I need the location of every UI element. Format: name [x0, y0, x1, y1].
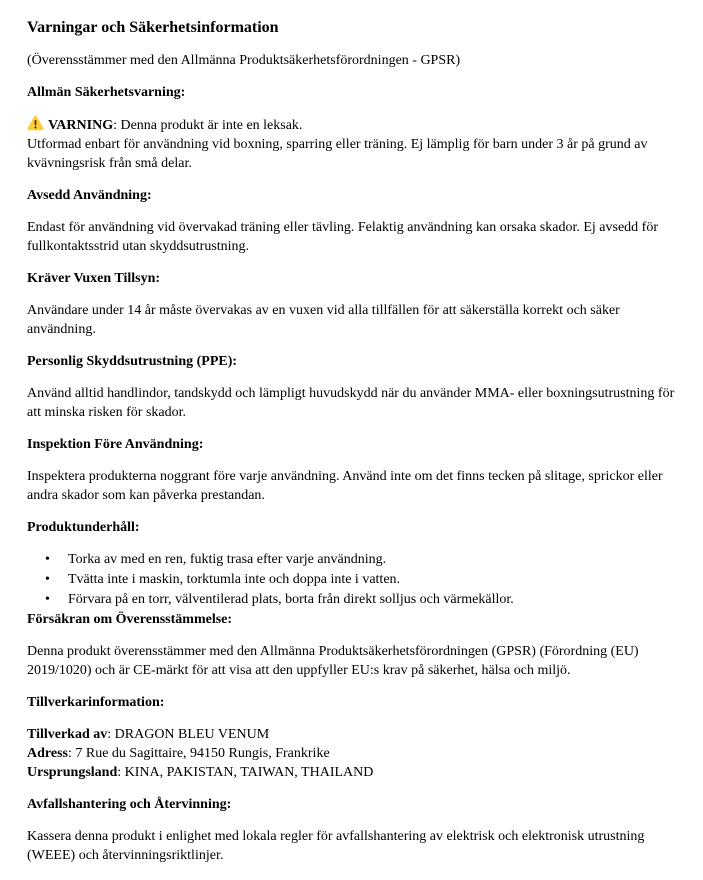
section-heading-general-warning: Allmän Säkerhetsvarning: [27, 85, 186, 100]
address-value: : 7 Rue du Sagittaire, 94150 Rungis, Frankrike [67, 746, 330, 761]
section-body-adult-supervision: Användare under 14 år måste övervakas av en vuxen vid alla tillfällen för att säkerställa korrekt och säker användning. [27, 303, 620, 337]
warning-body: Utformad enbart för användning vid boxning, sparring eller träning. Ej lämplig för barn under 3 år på grund av kvävningsrisk från små delar. [27, 137, 648, 171]
maintenance-bullet-list [27, 550, 690, 610]
page-title: Varningar och Säkerhetsinformation [27, 19, 279, 36]
warning-intro: : Denna produkt är inte en leksak. [113, 118, 303, 133]
section-heading-inspection: Inspektion Före Användning: [27, 437, 204, 452]
compliance-note: (Överensstämmer med den Allmänna Produktsäkerhetsförordningen - GPSR) [27, 53, 461, 68]
warning-paragraph [27, 115, 690, 173]
manufacturer-info [27, 725, 690, 782]
section-heading-disposal: Avfallshantering och Återvinning: [27, 797, 232, 812]
warning-label: VARNING [48, 118, 114, 133]
section-heading-maintenance: Produktunderhåll: [27, 520, 140, 535]
made-by-label: Tillverkad av [27, 727, 108, 742]
origin-value: : KINA, PAKISTAN, TAIWAN, THAILAND [117, 765, 374, 780]
origin-label: Ursprungsland [27, 765, 118, 780]
section-heading-conformity: Försäkran om Överensstämmelse: [27, 612, 233, 627]
list-item: • Förvara på en torr, välventilerad plats, borta från direkt solljus och värmekällor. [27, 590, 690, 610]
section-heading-ppe: Personlig Skyddsutrustning (PPE): [27, 354, 238, 369]
section-body-conformity: Denna produkt överensstämmer med den Allmänna Produktsäkerhetsförordningen (GPSR) (Förordning (EU) 2019/1020) och är CE-märkt för att visa att den uppfyller EU:s krav på säkerhet, hälsa och miljö. [27, 644, 639, 678]
section-heading-manufacturer: Tillverkarinformation: [27, 695, 165, 710]
list-item: • Torka av med en ren, fuktig trasa efter varje användning. [27, 550, 690, 570]
section-heading-intended-use: Avsedd Användning: [27, 188, 152, 203]
section-body-intended-use: Endast för användning vid övervakad träning eller tävling. Felaktig användning kan orsaka skador. Ej avsedd för fullkontaktsstrid utan skyddsutrustning. [27, 220, 658, 254]
section-body-inspection: Inspektera produkterna noggrant före varje användning. Använd inte om det finns tecken på slitage, sprickor eller andra skador som kan påverka prestandan. [27, 469, 663, 503]
section-body-disposal: Kassera denna produkt i enlighet med lokala regler för avfallshantering av elektrisk och elektronisk utrustning (WEEE) och återvinningsriktlinjer. [27, 829, 645, 863]
list-item: • Tvätta inte i maskin, torktumla inte och doppa inte i vatten. [27, 570, 690, 590]
warning-triangle-icon [27, 115, 44, 131]
section-heading-adult-supervision: Kräver Vuxen Tillsyn: [27, 271, 161, 286]
section-body-ppe: Använd alltid handlindor, tandskydd och lämpligt huvudskydd när du använder MMA- eller boxningsutrustning för att minska risken för skador. [27, 386, 675, 420]
made-by-value: : DRAGON BLEU VENUM [107, 727, 270, 742]
address-label: Adress [27, 746, 68, 761]
